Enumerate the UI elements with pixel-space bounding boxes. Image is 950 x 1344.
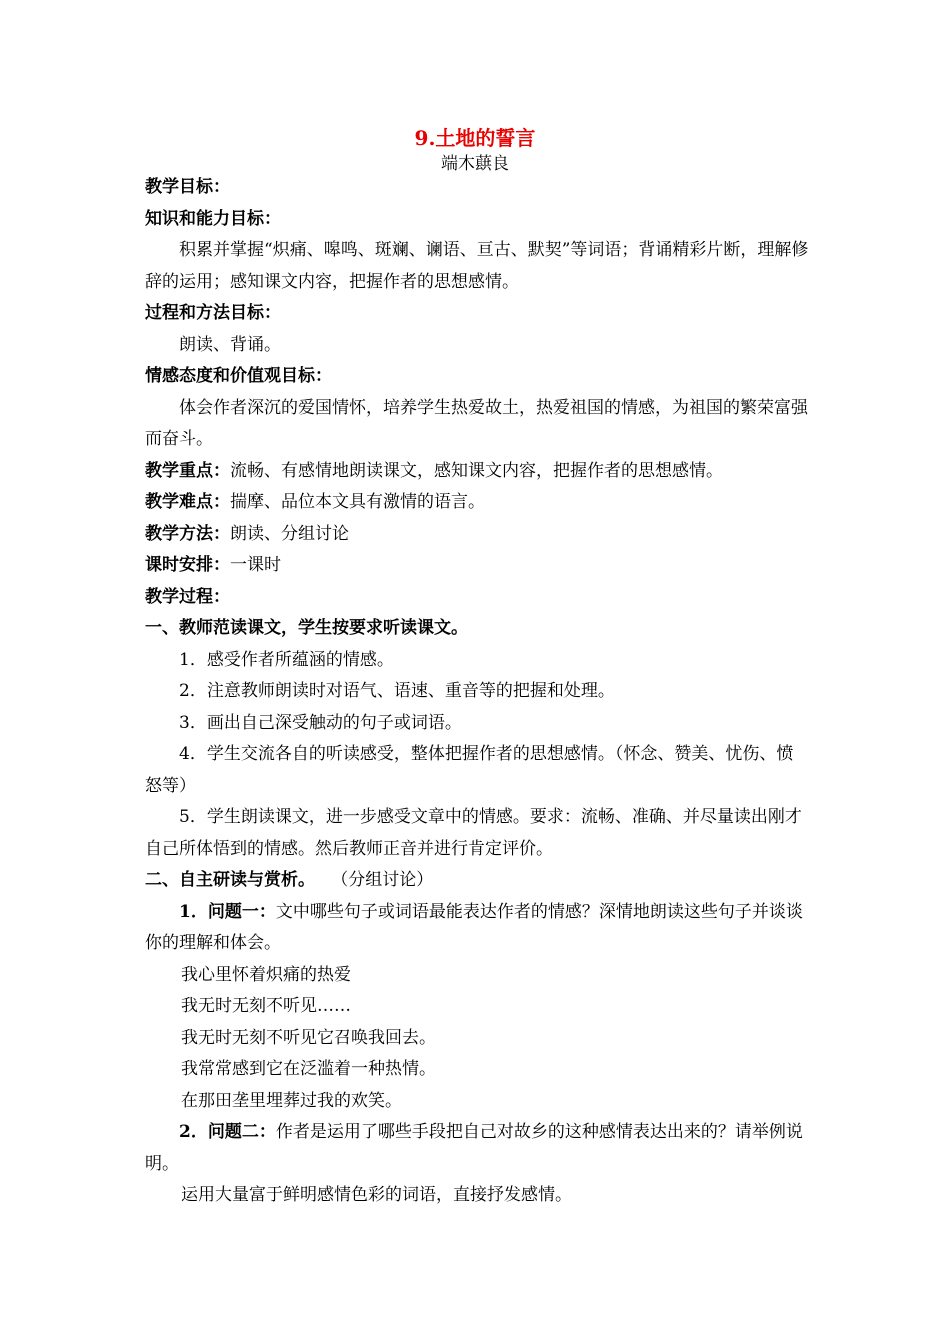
question1-text: 文中哪些句子或词语最能表达作者的情感？深情地朗读这些句子并谈谈你的理解和体会。 [145,901,803,953]
key-point-label: 教学重点： [145,460,230,481]
document-body [145,172,810,1212]
question2-answer: 运用大量富于鲜明感情色彩的词语，直接抒发感情。 [181,1185,572,1205]
section1-item: 4．学生交流各自的听读感受，整体把握作者的思想感情。（怀念、赞美、忧伤、愤怒等） [145,744,794,796]
difficulty-label: 教学难点： [145,492,230,512]
schedule-label: 课时安排： [145,555,230,575]
question1-row [145,897,810,960]
question1-example: 在那田垄里埋葬过我的欢笑。 [181,1090,402,1111]
section1-item: 2．注意教师朗读时对语气、语速、重音等的把握和处理。 [179,681,615,701]
document-author: 端木蕻良 [441,154,509,174]
section1-item: 1．感受作者所蕴涵的情感。 [179,649,394,670]
emotion-heading: 情感态度和价值观目标： [145,366,332,386]
goals-heading: 教学目标： [145,177,230,197]
question2-label: 2．问题二： [179,1122,276,1142]
knowledge-heading: 知识和能力目标： [145,208,281,229]
method-label: 教学方法： [145,523,230,544]
key-point-row [145,456,810,488]
section2-row [145,865,810,897]
section2-note: （分组讨论） [331,870,434,890]
section2-heading: 二、自主研读与赏析。 [145,870,315,890]
process-main-heading: 教学过程： [145,586,230,607]
section1-item: 3．画出自己深受触动的句子或词语。 [179,712,462,733]
method-text: 朗读、分组讨论 [230,523,349,544]
question1-label: 1．问题一： [179,901,276,922]
question1-example: 我常常感到它在泛滥着一种热情。 [181,1059,436,1079]
difficulty-text: 揣摩、品位本文具有激情的语言。 [230,492,485,512]
question2-row [145,1117,810,1180]
question2-text: 作者是运用了哪些手段把自己对故乡的这种感情表达出来的？请举例说明。 [145,1122,803,1174]
schedule-row [145,550,810,582]
question1-example: 我无时无刻不听见它召唤我回去。 [181,1027,436,1048]
document-title: 9.土地的誓言 [414,126,536,150]
question1-example: 我无时无刻不听见…… [181,996,351,1016]
process-heading: 过程和方法目标： [145,303,281,323]
emotion-text: 体会作者深沉的爱国情怀，培养学生热爱故土，热爱祖国的情感，为祖国的繁荣富强而奋斗。 [145,397,808,449]
section1-heading: 一、教师范读课文，学生按要求听读课文。 [145,618,468,638]
knowledge-text: 积累并掌握“炽痛、嗥鸣、斑斓、谰语、亘古、默契”等词语；背诵精彩片断，理解修辞的运用；感知课文内容，把握作者的思想感情。 [145,240,809,292]
question1-example: 我心里怀着炽痛的热爱 [181,964,351,985]
schedule-text: 一课时 [230,555,281,575]
key-point-text: 流畅、有感情地朗读课文，感知课文内容，把握作者的思想感情。 [230,460,723,481]
process-text: 朗读、背诵。 [179,334,281,355]
method-row [145,519,810,551]
section1-item: 5．学生朗读课文，进一步感受文章中的情感。要求：流畅、准确、并尽量读出刚才自己所体悟到的情感。然后教师正音并进行肯定评价。 [145,807,802,859]
difficulty-row [145,487,810,519]
